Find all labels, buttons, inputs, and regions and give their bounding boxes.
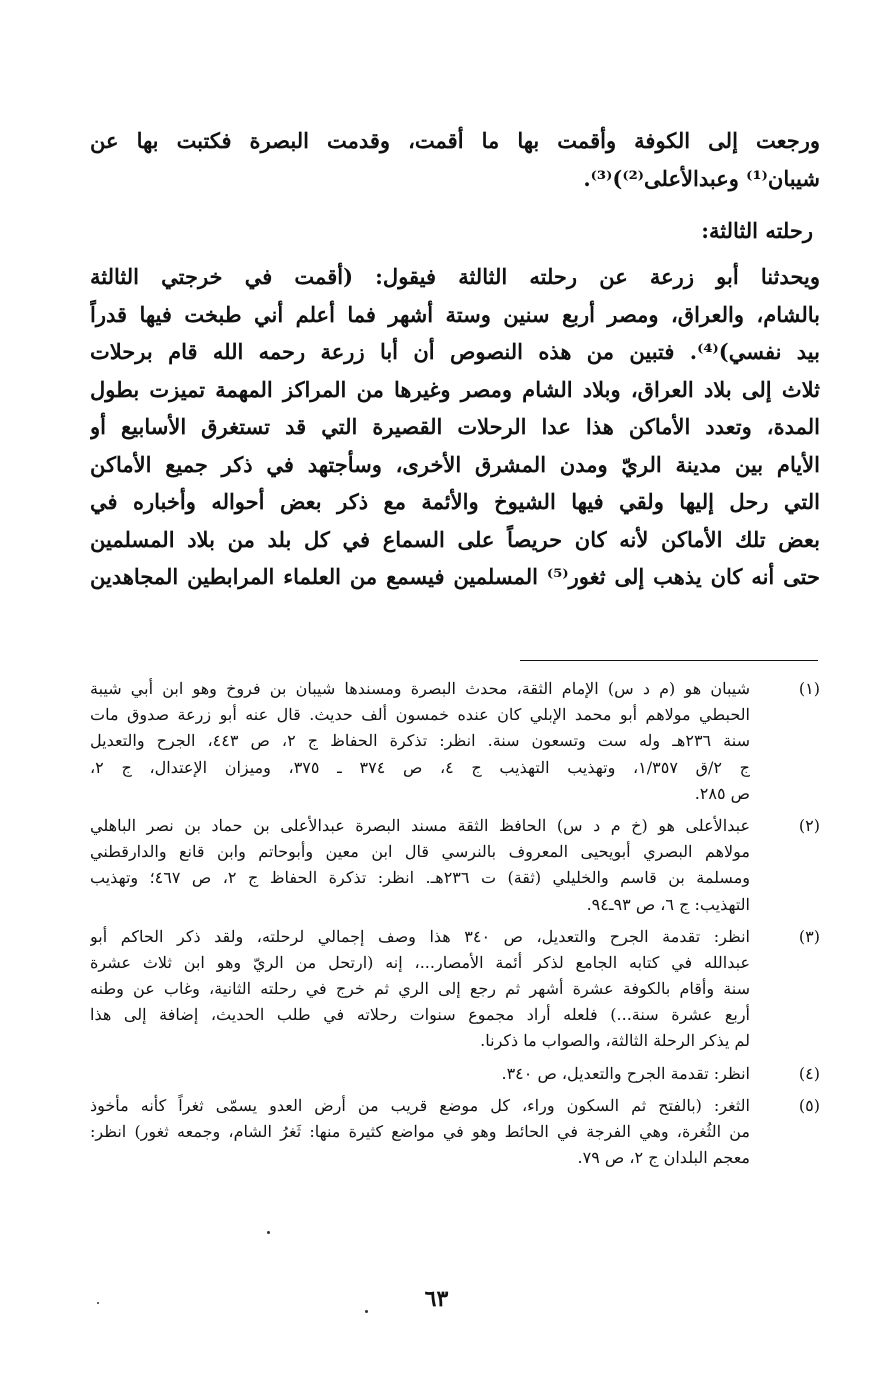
- footnote: [90, 924, 820, 1055]
- footnote-line: انظر: تقدمة الجرح والتعديل، ص ٣٤٠ هذا وصف إجمالي لرحلته، ولقد ذكر الحاكم أبو: [90, 926, 750, 946]
- footnote: [90, 1093, 820, 1172]
- print-speck: [365, 1310, 368, 1313]
- footnote-line: التهذيب: ج ٦، ص ٩٣ـ٩٤.: [586, 894, 750, 914]
- footnote-number: (٥): [798, 1095, 820, 1115]
- footnote-line: معجم البلدان ج ٢، ص ٧٩.: [577, 1148, 750, 1168]
- footnote-line: ج ٢/ق ١/٣٥٧، وتهذيب التهذيب ج ٤، ص ٣٧٤ ـ ٣٧٥، وميزان الإعتدال، ج ٢،: [90, 757, 750, 777]
- paragraph-2-line: بيد نفسي)⁽⁴⁾. فتبين من هذه النصوص أن أبا زرعة رحمه الله قام برحلات: [90, 339, 820, 364]
- section-heading: رحلته الثالثة:: [701, 218, 813, 243]
- paragraph-2-line: ويحدثنا أبو زرعة عن رحلته الثالثة فيقول: (أقمت في خرجتي الثالثة: [90, 264, 820, 289]
- footnotes: [90, 676, 820, 1177]
- paragraph-2-line: بعض تلك الأماكن لأنه كان حريصاً على السماع في كل بلد من بلاد المسلمين: [90, 526, 820, 552]
- footnote: [90, 1061, 820, 1087]
- footnote-line: انظر: تقدمة الجرح والتعديل، ص ٣٤٠.: [501, 1063, 750, 1083]
- footnote-line: عبدالأعلى هو (خ م د س) الحافظ الثقة مسند البصرة عبدالأعلى بن حماد بن نصر الباهلي: [90, 815, 750, 835]
- paragraph-1-line: شيبان⁽¹⁾ وعبدالأعلى⁽²⁾)⁽³⁾.: [583, 165, 820, 191]
- footnote-line: من الثُغرة، وهي الفرجة في الحائط وهو في مواضع كثيرة منها: ثَغرُ الشام، وجمعه ثغور) انظر:: [90, 1122, 750, 1141]
- paragraph-1-line: ورجعت إلى الكوفة وأقمت بها ما أقمت، وقدمت البصرة فكتبت بها عن: [90, 128, 820, 153]
- footnote-line: لم يذكر الرحلة الثالثة، والصواب ما ذكرنا.: [480, 1031, 750, 1051]
- footnote-line: عبدالله في كتابه الجامع لذكر أئمة الأمصار...، إنه (ارتحل من الريّ وهو ابن ثلاث عشرة: [90, 952, 750, 972]
- footnote-line: مولاهم البصري أبويحيى المعروف بالنرسي قال ابن معين وأبوحاتم وابن قانع والدارقطني: [90, 842, 750, 862]
- paragraph-2-line: المدة، وتعدد الأماكن هذا عدا الرحلات القصيرة التي قد تستغرق الأسابيع أو: [90, 414, 820, 439]
- paragraph-2: [90, 258, 820, 596]
- footnote: [90, 813, 820, 918]
- print-speck: [267, 1231, 270, 1234]
- footnote-number: (٢): [798, 815, 820, 835]
- footnote-line: الحبطي مولاهم أبو محمد الإبلي كان عنده خمسون ألف حديث. قال عنه أبو زرعة صدوق مات: [90, 705, 750, 725]
- footnote-line: الثغر: (بالفتح ثم السكون وراء، كل موضع قريب من أرض العدو يسمّى ثغراً كأنه مأخوذ: [90, 1095, 750, 1115]
- paragraph-2-line: ثلاث إلى بلاد العراق، وبلاد الشام ومصر وغيرها من المراكز المهمة تميزت بطول: [90, 376, 820, 402]
- footnote-line: سنة وأقام بالكوفة عشرة أشهر ثم رجع إلى الري ثم خرج في رحلته الثانية، وغاب عن وطنه: [90, 979, 750, 999]
- page-number: ٦٣: [424, 1286, 449, 1312]
- footnote-number: (٤): [798, 1063, 820, 1083]
- footnote-line: أربع عشرة سنة...) فلعله أراد مجموع سنوات رحلاته في طلب الحديث، إضافة إلى هذا: [90, 1005, 750, 1025]
- print-speck: [97, 1302, 99, 1304]
- paragraph-2-line: بالشام، والعراق، ومصر أربع سنين وستة أشهر فما أعلم أني طبخت فيها قدراً: [90, 301, 820, 327]
- footnote-number: (١): [798, 679, 820, 698]
- paragraph-2-line: الأيام بين مدينة الريّ ومدن المشرق الأخرى، وسأجتهد في ذكر جميع الأماكن: [90, 451, 820, 477]
- footnote-line: ومسلمة بن قاسم والخليلي (ثقة) ت ٢٣٦هـ. انظر: تذكرة الحفاظ ج ٢، ص ٤٦٧؛ وتهذيب: [90, 868, 750, 888]
- footnote-line: ص ٢٨٥.: [694, 783, 750, 803]
- paragraph-2-line: التي رحل إليها ولقي فيها الشيوخ والأئمة مع ذكر بعض أحواله وأخباره في: [90, 489, 820, 514]
- footnote-number: (٣): [798, 926, 820, 946]
- footnote-line: شيبان هو (م د س) الإمام الثقة، محدث البصرة ومسندها شيبان بن فروخ وهو ابن أبي شيبة: [90, 679, 750, 698]
- footnote-line: سنة ٢٣٦هـ وله ست وتسعون سنة. انظر: تذكرة الحفاظ ج ٢، ص ٤٤٣، الجرح والتعديل: [90, 731, 750, 751]
- paragraph-2-line: حتى أنه كان يذهب إلى ثغور⁽⁵⁾ المسلمين فيسمع من العلماء المرابطين المجاهدين: [90, 564, 820, 589]
- paragraph-1: [90, 122, 820, 197]
- footnote: [90, 676, 820, 807]
- footnote-separator: [520, 660, 818, 661]
